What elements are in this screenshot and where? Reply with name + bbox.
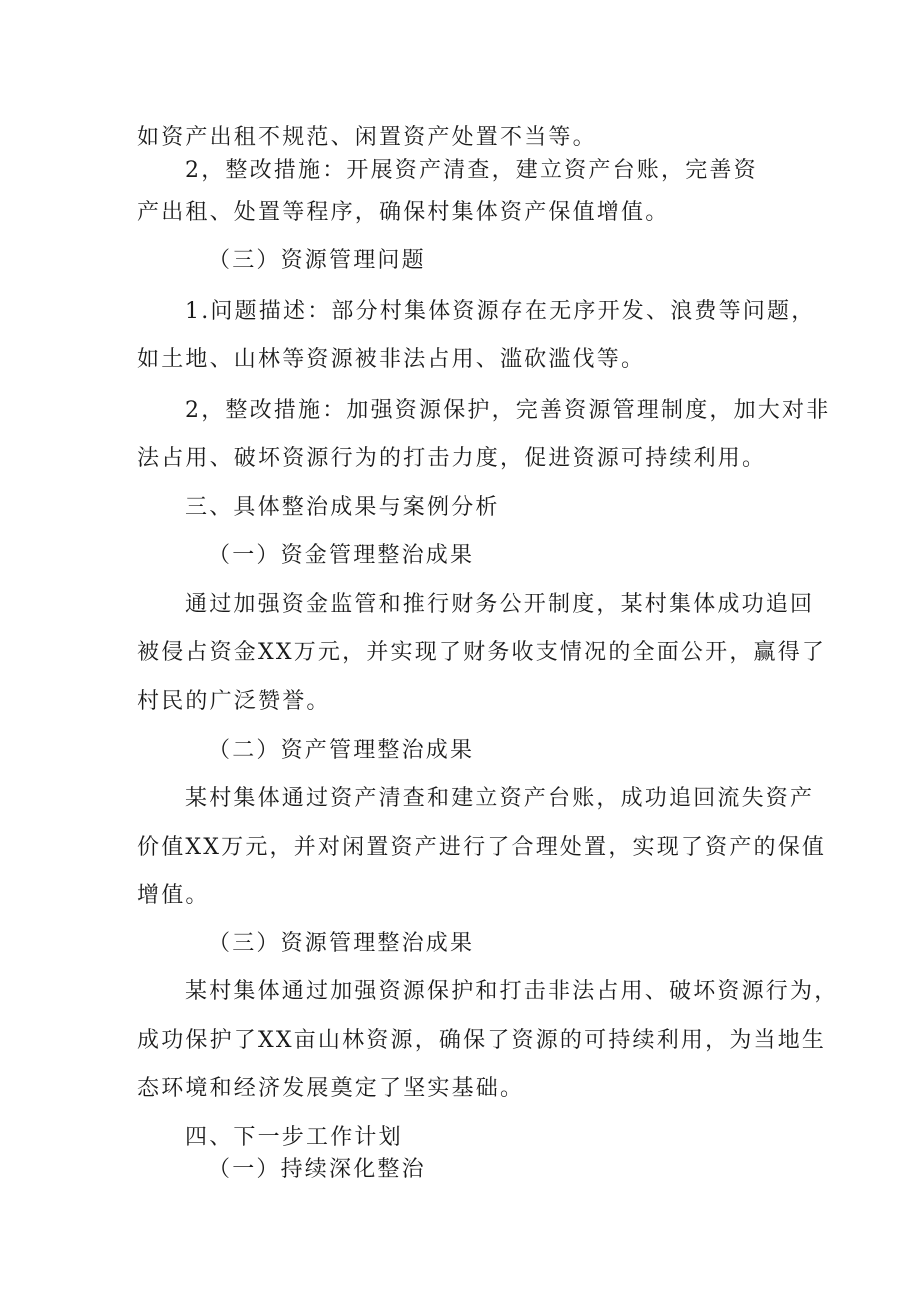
text-line: 价值XX万元，并对闲置资产进行了合理处置，实现了资产的保值 <box>137 835 827 860</box>
text-line: 态环境和经济发展奠定了坚实基础。 <box>137 1076 525 1101</box>
chapter-heading: 三、具体整治成果与案例分析 <box>185 495 500 520</box>
text-line: 1.问题描述：部分村集体资源存在无序开发、浪费等问题， <box>185 299 816 324</box>
chapter-heading: 四、下一步工作计划 <box>185 1125 403 1150</box>
text-line: 成功保护了XX亩山林资源，确保了资源的可持续利用，为当地生 <box>137 1028 827 1053</box>
section-heading: （三）资源管理整治成果 <box>208 931 475 956</box>
text-line: 增值。 <box>137 883 210 908</box>
text-line: 2，整改措施：加强资源保护，完善资源管理制度，加大对非 <box>185 398 831 423</box>
section-heading: （二）资产管理整治成果 <box>208 738 475 763</box>
text-line: 如土地、山林等资源被非法占用、滥砍滥伐等。 <box>137 347 646 372</box>
section-heading: （一）资金管理整治成果 <box>208 543 475 568</box>
section-heading: （三）资源管理问题 <box>208 248 426 273</box>
text-line: 某村集体通过资产清查和建立资产台账，成功追回流失资产 <box>185 786 815 811</box>
section-heading: （一）持续深化整治 <box>208 1157 426 1182</box>
text-line: 村民的广泛赞誉。 <box>137 689 331 714</box>
text-line: 产出租、处置等程序，确保村集体资产保值增值。 <box>137 200 670 225</box>
text-line: 通过加强资金监管和推行财务公开制度，某村集体成功追回 <box>185 592 815 617</box>
text-line: 如资产出租不规范、闲置资产处置不当等。 <box>137 125 597 150</box>
text-line: 法占用、破坏资源行为的打击力度，促进资源可持续利用。 <box>137 446 767 471</box>
text-line: 2，整改措施：开展资产清查，建立资产台账，完善资 <box>185 158 758 183</box>
text-line: 某村集体通过加强资源保护和打击非法占用、破坏资源行为， <box>185 979 839 1004</box>
text-line: 被侵占资金XX万元，并实现了财务收支情况的全面公开，赢得了 <box>137 640 827 665</box>
